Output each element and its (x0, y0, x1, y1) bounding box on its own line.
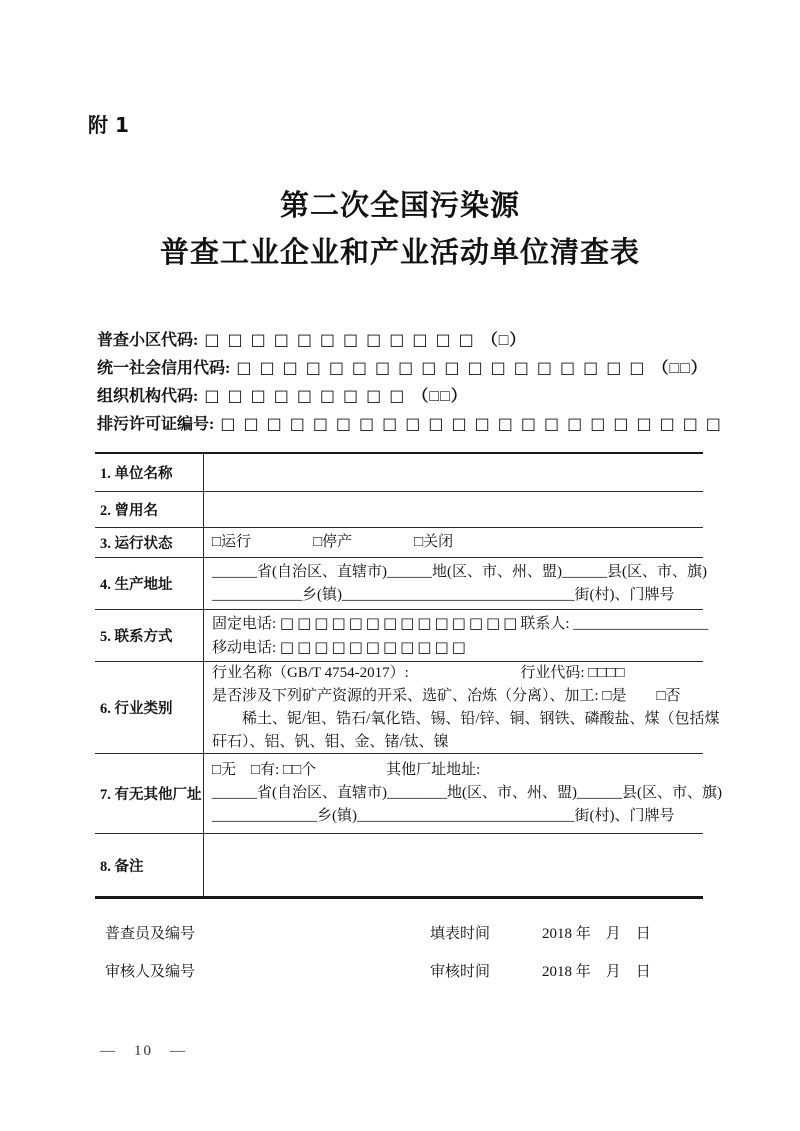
table-row-operating-status (95, 528, 703, 558)
mobile-phone-label: 移动电话: (212, 639, 280, 656)
code-line-discharge-permit (97, 410, 800, 438)
former-name-cell (204, 492, 703, 527)
row-label-cell: 8. 备注 (95, 834, 204, 896)
industry-name-line (212, 662, 720, 685)
code-label: 普查小区代码: (97, 332, 199, 349)
table-row-contact (95, 610, 709, 662)
industry-name-label: 行业名称（GB/T 4754-2017）: (212, 664, 409, 681)
code-line-social-credit (97, 354, 800, 382)
table-row-former-name (95, 492, 703, 528)
code-boxes: □□□□□□□□□□□□□□□□□□□□□□ (220, 414, 729, 433)
code-label: 统一社会信用代码: (97, 360, 231, 377)
row-label-cell: 6. 行业类别 (95, 662, 204, 753)
address-line-province: ______省(自治区、直辖市)______地(区、市、州、盟)______县(区、市、旗) (212, 563, 707, 580)
footer-row-surveyor (95, 913, 703, 951)
reviewer-label: 审核人及编号 (105, 963, 196, 980)
fill-date-label: 填表时间 (430, 925, 491, 942)
fixed-phone-boxes: □□□□□□□□□□□□□□ (279, 613, 521, 632)
attachment-label: 附 1 (88, 113, 129, 137)
page-number: — 10 — (100, 1043, 188, 1059)
production-address-cell (204, 558, 711, 609)
other-sites-options-line (212, 759, 722, 782)
contact-cell (204, 610, 712, 661)
code-lines (97, 326, 800, 438)
code-boxes: □□□□□□□□□□□□ (204, 330, 482, 349)
mineral-question-line: 是否涉及下列矿产资源的开采、选矿、冶炼（分离）、加工: □是 □否 (212, 687, 681, 704)
mineral-list-line-1: 稀土、铌/钽、锆石/氧化锆、锡、铅/锌、铜、钢铁、磷酸盐、煤（包括煤 (212, 710, 720, 727)
fixed-phone-line (212, 612, 708, 636)
footer-row-reviewer (95, 951, 703, 989)
fill-date-value: 2018 年 月 日 (542, 925, 651, 942)
row-label-cell: 2. 曾用名 (95, 492, 204, 527)
mobile-phone-boxes: □□□□□□□□□□□ (279, 637, 469, 656)
remarks-cell (204, 834, 703, 896)
industry-category-cell (204, 662, 724, 753)
row-label-cell: 5. 联系方式 (95, 610, 204, 661)
code-boxes: □□□□□□□□□□□□□□□□□□ (236, 358, 653, 377)
form-footer (95, 913, 703, 989)
other-sites-checkboxes: □无 □有: □□个 (212, 762, 317, 778)
code-line-census-district (97, 326, 800, 354)
surveyor-label: 普查员及编号 (105, 925, 196, 942)
mobile-phone-line (212, 636, 708, 660)
other-address-line-township: ______________乡(镇)_____________________________街(村)、门牌号 (212, 808, 675, 824)
unit-name-cell (204, 454, 703, 491)
code-suffix: （□□） (412, 388, 468, 405)
industry-code-label: 行业代码: □□□□ (520, 664, 625, 681)
address-line-township: ____________乡(镇)_______________________________街(村)、门牌号 (212, 586, 675, 603)
table-row-industry-category (95, 662, 720, 754)
other-sites-cell (204, 754, 726, 833)
operating-status-cell (204, 528, 703, 557)
review-date-value: 2018 年 月 日 (542, 963, 651, 980)
code-boxes: □□□□□□□□□ (204, 386, 413, 405)
status-option-suspended: □停产 (313, 534, 353, 550)
status-option-running: □运行 (212, 534, 252, 550)
row-label-cell: 3. 运行状态 (95, 528, 204, 557)
code-label: 组织机构代码: (97, 388, 199, 405)
other-sites-address-label: 其他厂址地址: (386, 762, 481, 778)
table-row-remarks (95, 834, 703, 896)
mineral-list-line-2: 矸石）、铝、钒、钼、金、锗/钛、镍 (212, 733, 449, 750)
fixed-phone-label: 固定电话: (212, 615, 280, 632)
other-address-line-province: ______省(自治区、直辖市)________地(区、市、州、盟)______县(区、市、旗) (212, 785, 722, 801)
code-line-organization (97, 382, 800, 410)
table-row-other-sites (95, 754, 722, 834)
code-suffix: （□） (481, 332, 527, 349)
review-date-label: 审核时间 (430, 963, 491, 980)
title-line-1: 第二次全国污染源 (279, 188, 520, 222)
table-row-production-address (95, 558, 707, 610)
document-title (0, 182, 800, 276)
row-label-cell: 4. 生产地址 (95, 558, 204, 609)
row-label-cell: 7. 有无其他厂址 (95, 754, 204, 833)
title-line-2: 普查工业企业和产业活动单位清查表 (159, 235, 640, 269)
inventory-table (95, 452, 722, 899)
row-label-cell: 1. 单位名称 (95, 454, 204, 491)
table-row-unit-name (95, 454, 703, 492)
code-label: 排污许可证编号: (97, 416, 215, 433)
contact-person-label: 联系人: __________________ (520, 615, 709, 632)
code-suffix: （□□） (652, 360, 708, 377)
status-option-closed: □关闭 (414, 534, 454, 550)
